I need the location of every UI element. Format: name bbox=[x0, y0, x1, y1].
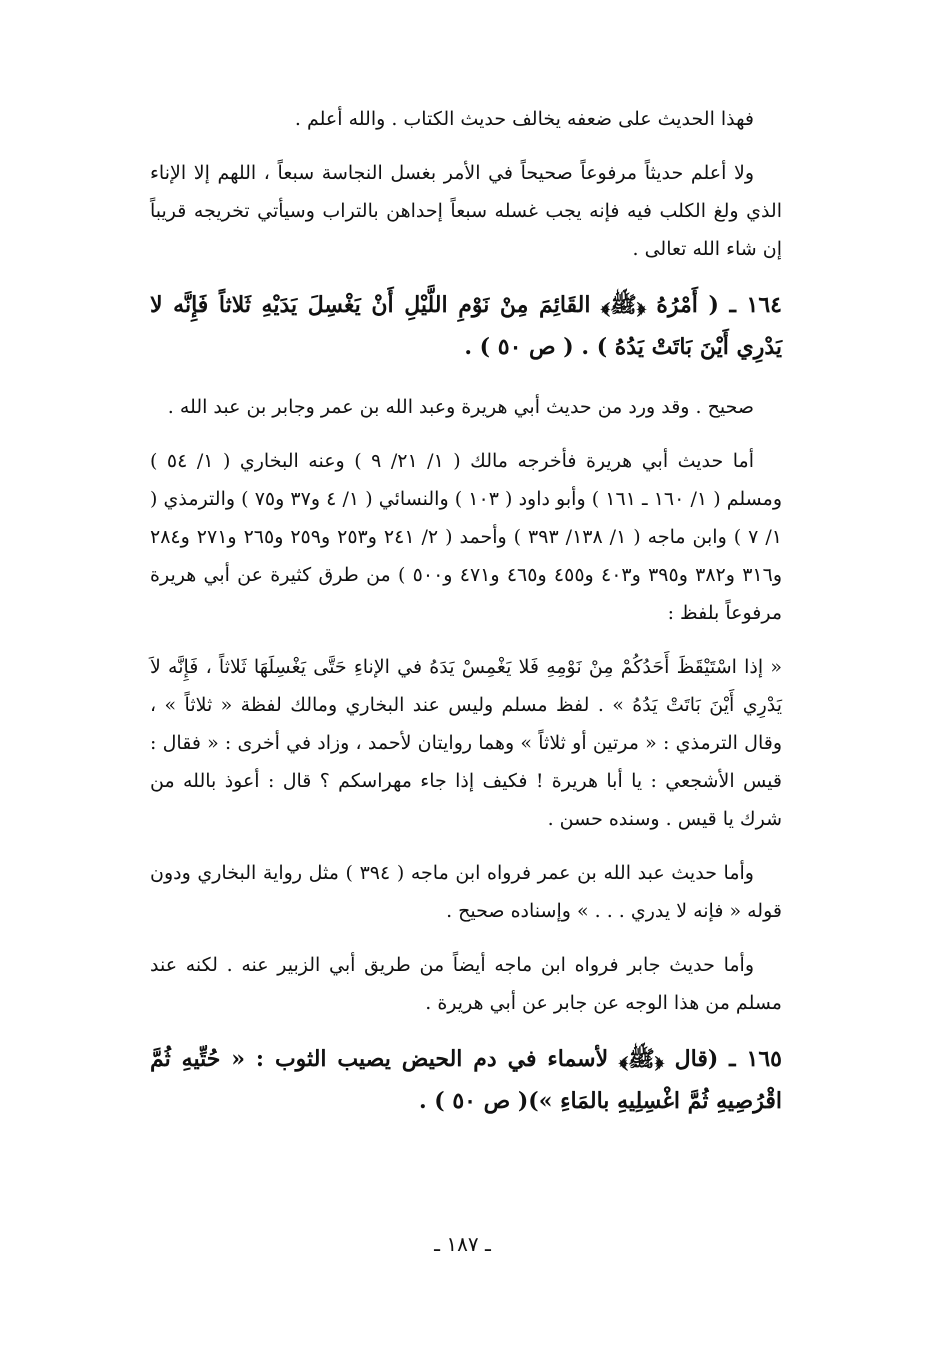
paragraph-abu-hurayra-sources: أما حديث أبي هريرة فأخرجه مالك ( ١/ ٢١/ ٩ ) وعنه البخاري ( ١/ ٥٤ ) ومسلم ( ١/ ١٦٠ ـ ١٦١ ) وأبو داود ( ١٠٣ ) والنسائي ( ١/ ٤ و٣٧ و٧٥ ) والترمذي ( ١/ ٧ ) وابن ماجه ( ١/ ١٣٨/ ٣٩٣ ) وأحمد ( ٢/ ٢٤١ و٢٥٣ و٢٥٩ و٢٦٥ و٢٧١ و٢٨٤ و٣١٦ و٣٨٢ و٣٩٥ و٤٠٣ و٤٥٥ و٤٦٥ و٤٧١ و٥٠٠ ) من طرق كثيرة عن أبي هريرة مرفوعاً بلفظ : bbox=[150, 450, 783, 624]
paragraph-ibn-umar: وأما حديث عبد الله بن عمر فرواه ابن ماجه ( ٣٩٤ ) مثل رواية البخاري ودون قوله « فإنه لا يدري . . . » وإسناده صحيح . bbox=[150, 862, 782, 922]
paragraph-washing-seven: ولا أعلم حديثاً مرفوعاً صحيحاً في الأمر بغسل النجاسة سبعاً ، اللهم إلا الإناء الذي ولغ الكلب فيه فإنه يجب غسله سبعاً إحداهن بالتراب وسيأتي تخريجه قريباً إن شاء الله تعالى . bbox=[150, 162, 782, 260]
paragraph-quoted-hadith: « إذا اسْتَيْقَظَ أَحَدُكُمْ مِنْ نَوْمِهِ فَلا يَغْمِسْ يَدَهُ في الإناءِ حَتَّى يَغْسِلَهَا ثَلاثاً ، فَإِنَّه لاَ يَدْرِي أَيْنَ بَاتَتْ يَدُهُ » . لفظ مسلم وليس عند البخاري ومالك لفظة « ثلاثاً » ، وقال الترمذي : « مرتين أو ثلاثاً » وهما روايتان لأحمد ، وزاد في أخرى : « فقال : قيس الأشجعي : يا أبا هريرة ! فكيف إذا جاء مهراسكم ؟ قال : أعوذ بالله من شرك يا قيس . وسنده حسن . bbox=[150, 656, 782, 830]
paragraph-authenticity: صحيح . وقد ورد من حديث أبي هريرة وعبد الله بن عمر وجابر بن عبد الله . bbox=[167, 396, 754, 418]
page-number: ـ ١٨٧ ـ bbox=[434, 1232, 491, 1256]
page-body bbox=[150, 100, 782, 1142]
hadith-165-heading: ١٦٥ ـ (قال ﴿ﷺ﴾ لأسماء في دم الحيض يصيب الثوب : « حُتِّيهِ ثُمَّ اقْرُصِيهِ ثُمَّ اغْسِلِيهِ بالمَاءِ »)( ص ٥٠ ) . bbox=[150, 1046, 782, 1114]
paragraph-closing-remark: فهذا الحديث على ضعفه يخالف حديث الكتاب . والله أعلم . bbox=[294, 108, 754, 130]
hadith-164-heading: ١٦٤ ـ ( أَمْرُهُ ﴿ﷺ﴾ القَائِمَ مِنْ نَوْمِ اللَّيْلِ أَنْ يَغْسِلَ يَدَيْهِ ثَلاثاً فَإِنَّه لا يَدْرِي أَيْنَ بَاتَتْ يَدُهُ ) . ( ص ٥٠ ) . bbox=[150, 292, 782, 360]
paragraph-jabir: وأما حديث جابر فرواه ابن ماجه أيضاً من طريق أبي الزبير عنه . لكنه عند مسلم من هذا الوجه عن جابر عن أبي هريرة . bbox=[150, 954, 782, 1014]
